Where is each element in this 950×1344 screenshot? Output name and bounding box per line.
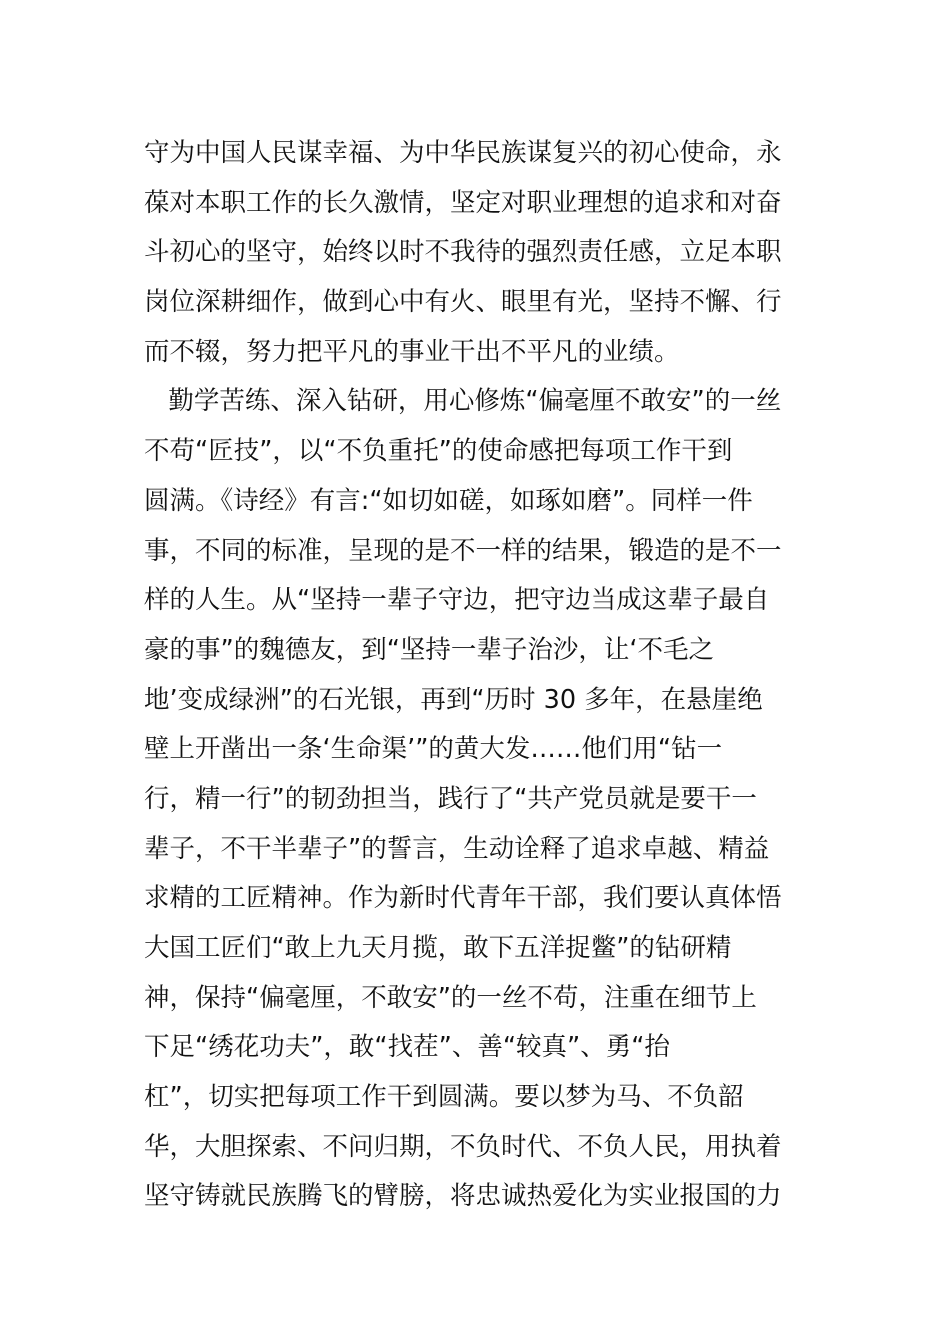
- text-line: 壁上开凿出一条‘生命渠’”的黄大发……他们用“钻一: [144, 734, 723, 765]
- text-line: 行，精一行”的韧劲担当，践行了“共产党员就是要干一: [144, 783, 757, 814]
- text-line: 豪的事”的魏德友，到“坚持一辈子治沙，让‘不毛之: [144, 634, 715, 665]
- text-line: 求精的工匠精神。作为新时代青年干部，我们要认真体悟: [144, 883, 782, 914]
- text-line: 而不辍，努力把平凡的事业干出不平凡的业绩。: [144, 336, 680, 367]
- text-line: 事，不同的标准，呈现的是不一样的结果，锻造的是不一: [144, 535, 782, 566]
- text-line: 辈子，不干半辈子”的誓言，生动诠释了追求卓越、精益: [144, 833, 770, 864]
- text-line: 圆满。《诗经》有言:“如切如磋，如琢如磨”。同样一件: [144, 485, 753, 516]
- text-line: 守为中国人民谋幸福、为中华民族谋复兴的初心使命，永: [144, 138, 782, 168]
- text-line: 下足“绣花功夫”，敢“找茬”、善“较真”、勇“抬: [144, 1032, 670, 1063]
- text-line: 杠”，切实把每项工作干到圆满。要以梦为马、不负韶: [144, 1082, 744, 1113]
- text-line: 样的人生。从“坚持一辈子守边，把守边当成这辈子最自: [144, 585, 770, 616]
- text-line: 不苟“匠技”，以“不负重托”的使命感把每项工作干到: [144, 436, 733, 467]
- body-text: [144, 129, 824, 1222]
- text-line: 斗初心的坚守，始终以时不我待的强烈责任感，立足本职: [144, 237, 782, 268]
- text-line: 坚守铸就民族腾飞的臂膀，将忠诚热爱化为实业报国的力: [144, 1181, 782, 1212]
- text-line: 神，保持“偏毫厘，不敢安”的一丝不苟，注重在细节上: [144, 982, 757, 1013]
- text-line: 勤学苦练、深入钻研，用心修炼“偏毫厘不敢安”的一丝: [144, 386, 782, 417]
- text-line: 华，大胆探索、不问归期，不负时代、不负人民，用执着: [144, 1131, 782, 1162]
- text-line: 岗位深耕细作，做到心中有火、眼里有光，坚持不懈、行: [144, 287, 782, 318]
- text-line: 大国工匠们“敢上九天月揽，敢下五洋捉鳖”的钻研精: [144, 933, 732, 963]
- text-line: 葆对本职工作的长久激情，坚定对职业理想的追求和对奋: [144, 187, 782, 218]
- text-line: 地’变成绿洲”的石光银，再到“历时 30 多年，在悬崖绝: [144, 684, 763, 715]
